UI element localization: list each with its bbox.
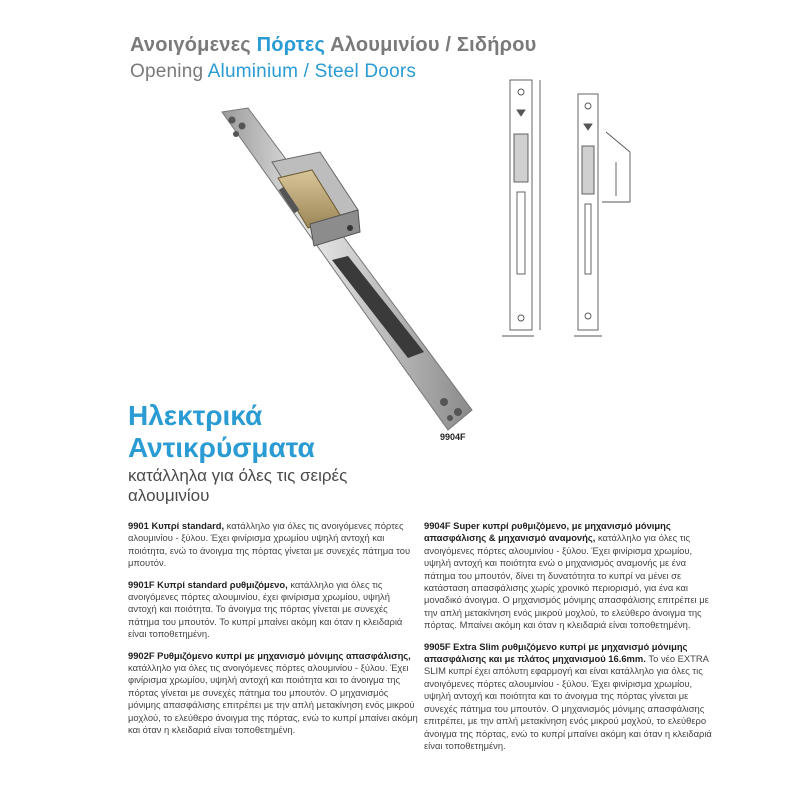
- item-title: 9905F Extra Slim ρυθμιζόμενο κυπρί με μηχανισμό μόνιμης απασφάλισης και με πλάτος μηχανισμού 16.6mm.: [424, 640, 688, 665]
- section-title-line1: Ηλεκτρικά: [128, 400, 263, 431]
- item-title: 9904F Super κυπρί ρυθμιζόμενο, με μηχανισμό μόνιμης απασφάλισης & μηχανισμό αναμονής,: [424, 520, 671, 544]
- description-column-left: [128, 520, 418, 746]
- item-text: κατάλληλο για όλες τις ανοιγόμενες πόρτες αλουμινίου - ξύλου. Έχει φινίρισμα χρωμίου υψηλή αντοχή και ποιότητα, ενώ το άνοιγμα της πόρτας γίνεται με συνεχές πάτημα του μπουτόν.: [128, 520, 411, 569]
- page-header: [130, 34, 536, 83]
- product-item-9901: [128, 520, 418, 570]
- product-item-9904f: [424, 520, 714, 632]
- description-column-right: [424, 520, 714, 761]
- item-text: Το νέο EXTRA SLIM κυπρί έχει απόλυτη εφαρμογή και είναι κατάλληλο για όλες τις ανοιγόμενες πόρτες αλουμινίου - ξύλου. Έχει φινίρισμα χρωμίου, υψηλή αντοχή και ποιότητα και το άνοιγμα της πόρτας γίνεται με συνεχές πάτημα του μπουτόν. Ο μηχανισμός μόνιμης απασφάλισης επιτρέπει, με την απλή μετακίνηση ενός μικρού μοχλού, το ελεύθερο άνοιγμα της πόρτας, ενώ το κυπρί μπαίνει ακόμη και όταν η κλειδαριά είναι τοποθετημένη.: [424, 653, 712, 751]
- item-title: 9901F Κυπρί standard ρυθμιζόμενο,: [128, 578, 288, 590]
- item-title: 9901 Κυπρί standard,: [128, 520, 225, 531]
- product-item-9905f: [424, 641, 714, 753]
- electric-strike-photo: [200, 100, 480, 450]
- header-english: [130, 61, 536, 83]
- product-item-9902f: [128, 650, 418, 737]
- header-greek-post: Αλουμινίου / Σιδήρου: [325, 34, 537, 56]
- section-subtitle: κατάλληλα για όλες τις σειρές αλουμινίου: [128, 466, 348, 505]
- header-greek-accent: Πόρτες: [256, 34, 326, 56]
- item-text: κατάλληλο για όλες τις ανοιγόμενες πόρτες αλουμινίου - ξύλου. Έχει φινίρισμα χρωμίου, υψηλή αντοχή και ποιότητα και το άνοιγμα της πόρτας γίνεται με συνεχές πάτημα του μπουτόν. Ο μηχανισμός μόνιμης απασφάλισης επιτρέπει με την απλή μετακίνηση ενός μικρού μοχλού, το ελεύθερο άνοιγμα της πόρτας, ενώ το κυπρί μπαίνει ακόμη και όταν η κλειδαριά είναι τοποθετημένη.: [128, 662, 418, 736]
- header-greek-pre: Ανοιγόμενες: [130, 34, 257, 56]
- product-item-9901f: [128, 579, 418, 641]
- header-greek: [130, 34, 536, 57]
- header-english-pre: Opening: [130, 61, 208, 82]
- section-heading: [128, 400, 368, 506]
- header-english-accent: Aluminium / Steel Doors: [207, 61, 417, 82]
- item-text: κατάλληλο για όλες τις ανοιγόμενες πόρτες αλουμινίου - ξύλου. Έχει φινίρισμα χρωμίου, υψηλή αντοχή και ποιότητα ενώ ο μηχανισμός αναμονής με ένα πάτημα του μπουτόν, δίνει τη δυνατότητα το κυπρί να μένει σε κατάσταση απασφάλισης χωρίς χρονικό περιορισμό, για ένα και μοναδικό άνοιγμα. Ο μηχανισμός μόνιμης απασφάλισης επιτρέπει με την απλή μετακίνηση ενός μικρού μοχλού, το ελεύθερο άνοιγμα της πόρτας. Μπαίνει ακόμη και όταν η κλειδαριά είναι τοποθετημένη.: [424, 532, 709, 631]
- technical-drawing: [490, 72, 650, 342]
- item-text: κατάλληλο για όλες τις ανοιγόμενες πόρτες αλουμινίου, έχει φινίρισμα χρωμίου, υψηλή αντοχή και ποιότητα. Το άνοιγμα της πόρτας γίνεται με συνεχές πάτημα του μπουτόν. Το κυπρί μπαίνει ακόμη και όταν η κλειδαριά είναι τοποθετημένη.: [128, 578, 403, 640]
- section-title-line2: Αντικρύσματα: [128, 432, 315, 463]
- item-title: 9902F Ρυθμιζόμενο κυπρί με μηχανισμό μόνιμης απασφάλισης,: [128, 649, 411, 661]
- product-code-label: 9904F: [440, 432, 466, 442]
